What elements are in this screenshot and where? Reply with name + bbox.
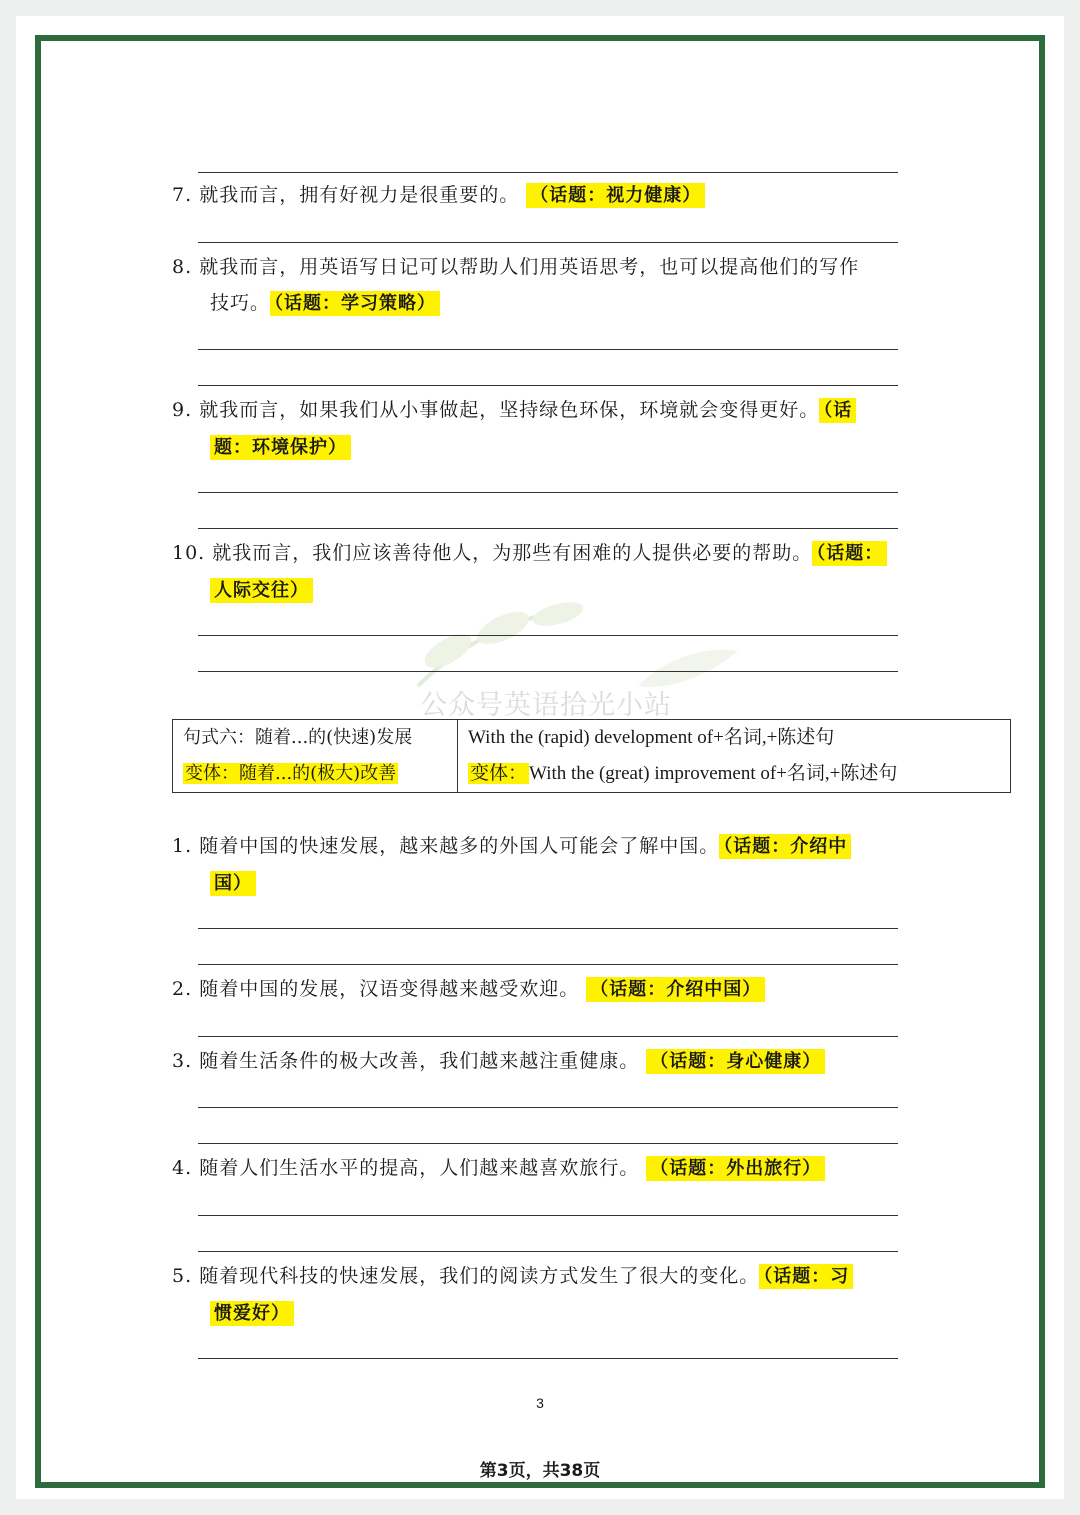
page-number: 3 <box>536 1395 544 1411</box>
pattern-variant-english: With the (great) improvement of+名词,+陈述句 <box>529 763 898 784</box>
exercise-text: 随着中国的快速发展，越来越多的外国人可能会了解中国。 <box>199 835 720 857</box>
pattern-chinese-cell <box>173 720 458 792</box>
pattern-variant-label: 变体： <box>470 763 528 784</box>
answer-line <box>198 1107 898 1108</box>
exercise-b4 <box>172 1150 912 1187</box>
topic-highlight: （话题：介绍中国） <box>586 977 765 1002</box>
exercise-text: 就我而言，拥有好视力是很重要的。 <box>199 184 520 206</box>
topic-highlight: （话 <box>819 398 856 423</box>
topic-highlight: 惯爱好） <box>210 1301 294 1326</box>
answer-line <box>198 349 898 350</box>
topic-highlight: 人际交往） <box>210 578 313 603</box>
topic-highlight: 国） <box>210 871 256 896</box>
answer-line <box>198 964 898 965</box>
exercise-9 <box>172 392 912 466</box>
answer-line <box>198 242 898 243</box>
topic-highlight: （话题：介绍中 <box>719 834 851 859</box>
pattern-variant: 变体：随着...的(极大)改善 <box>185 763 397 784</box>
topic-highlight: （话题：身心健康） <box>646 1049 825 1074</box>
topic-highlight: （话题：视力健康） <box>526 183 705 208</box>
exercise-number: 9. <box>172 399 193 421</box>
exercise-text: 随着人们生活水平的提高，人们越来越喜欢旅行。 <box>199 1157 640 1179</box>
answer-line <box>198 172 898 173</box>
exercise-b2 <box>172 971 912 1008</box>
pattern-english-cell <box>458 720 1010 792</box>
answer-line <box>198 1251 898 1252</box>
exercise-text: 随着中国的发展，汉语变得越来越受欢迎。 <box>199 978 580 1000</box>
answer-line <box>198 1143 898 1144</box>
exercise-number: 8. <box>172 256 193 278</box>
exercise-text: 就我而言，用英语写日记可以帮助人们用英语思考，也可以提高他们的写作 <box>199 256 860 278</box>
exercise-text: 就我而言，如果我们从小事做起，坚持绿色环保，环境就会变得更好。 <box>199 399 820 421</box>
exercise-b3 <box>172 1043 912 1080</box>
answer-line <box>198 1358 898 1359</box>
exercise-text: 随着生活条件的极大改善，我们越来越注重健康。 <box>199 1050 640 1072</box>
answer-line <box>198 635 898 636</box>
exercise-number: 5. <box>172 1265 193 1287</box>
answer-line <box>198 1036 898 1037</box>
exercise-number: 4. <box>172 1157 193 1179</box>
watermark-leaf-icon <box>408 596 748 696</box>
sentence-pattern-table <box>172 719 1011 793</box>
pattern-english: With the (rapid) development of+名词,+陈述句 <box>468 727 835 748</box>
topic-highlight: （话题：外出旅行） <box>646 1156 825 1181</box>
exercise-10 <box>172 535 912 609</box>
answer-line <box>198 385 898 386</box>
answer-line <box>198 928 898 929</box>
exercise-number: 7. <box>172 184 193 206</box>
topic-highlight: 题：环境保护） <box>210 435 351 460</box>
exercise-b1 <box>172 828 912 902</box>
answer-line <box>198 492 898 493</box>
exercise-text: 随着现代科技的快速发展，我们的阅读方式发生了很大的变化。 <box>199 1265 760 1287</box>
exercise-b5 <box>172 1258 912 1332</box>
answer-line <box>198 671 898 672</box>
topic-highlight: （话题：学习策略） <box>270 291 440 316</box>
exercise-text: 就我而言，我们应该善待他人，为那些有困难的人提供必要的帮助。 <box>212 542 813 564</box>
exercise-8 <box>172 249 912 322</box>
answer-line <box>198 1215 898 1216</box>
watermark-text: 公众号英语拾光小站 <box>420 690 672 721</box>
exercise-number: 10. <box>172 542 206 564</box>
page-count: 第3页，共38页 <box>479 1461 601 1481</box>
exercise-number: 3. <box>172 1050 193 1072</box>
exercise-text-cont: 技巧。 <box>210 292 271 314</box>
answer-line <box>198 528 898 529</box>
topic-highlight: （话题：习 <box>759 1264 853 1289</box>
exercise-7 <box>172 177 912 214</box>
exercise-number: 1. <box>172 835 193 857</box>
exercise-number: 2. <box>172 978 193 1000</box>
pattern-title: 句式六：随着...的(快速)发展 <box>183 727 413 748</box>
topic-highlight: （话题： <box>812 541 887 566</box>
